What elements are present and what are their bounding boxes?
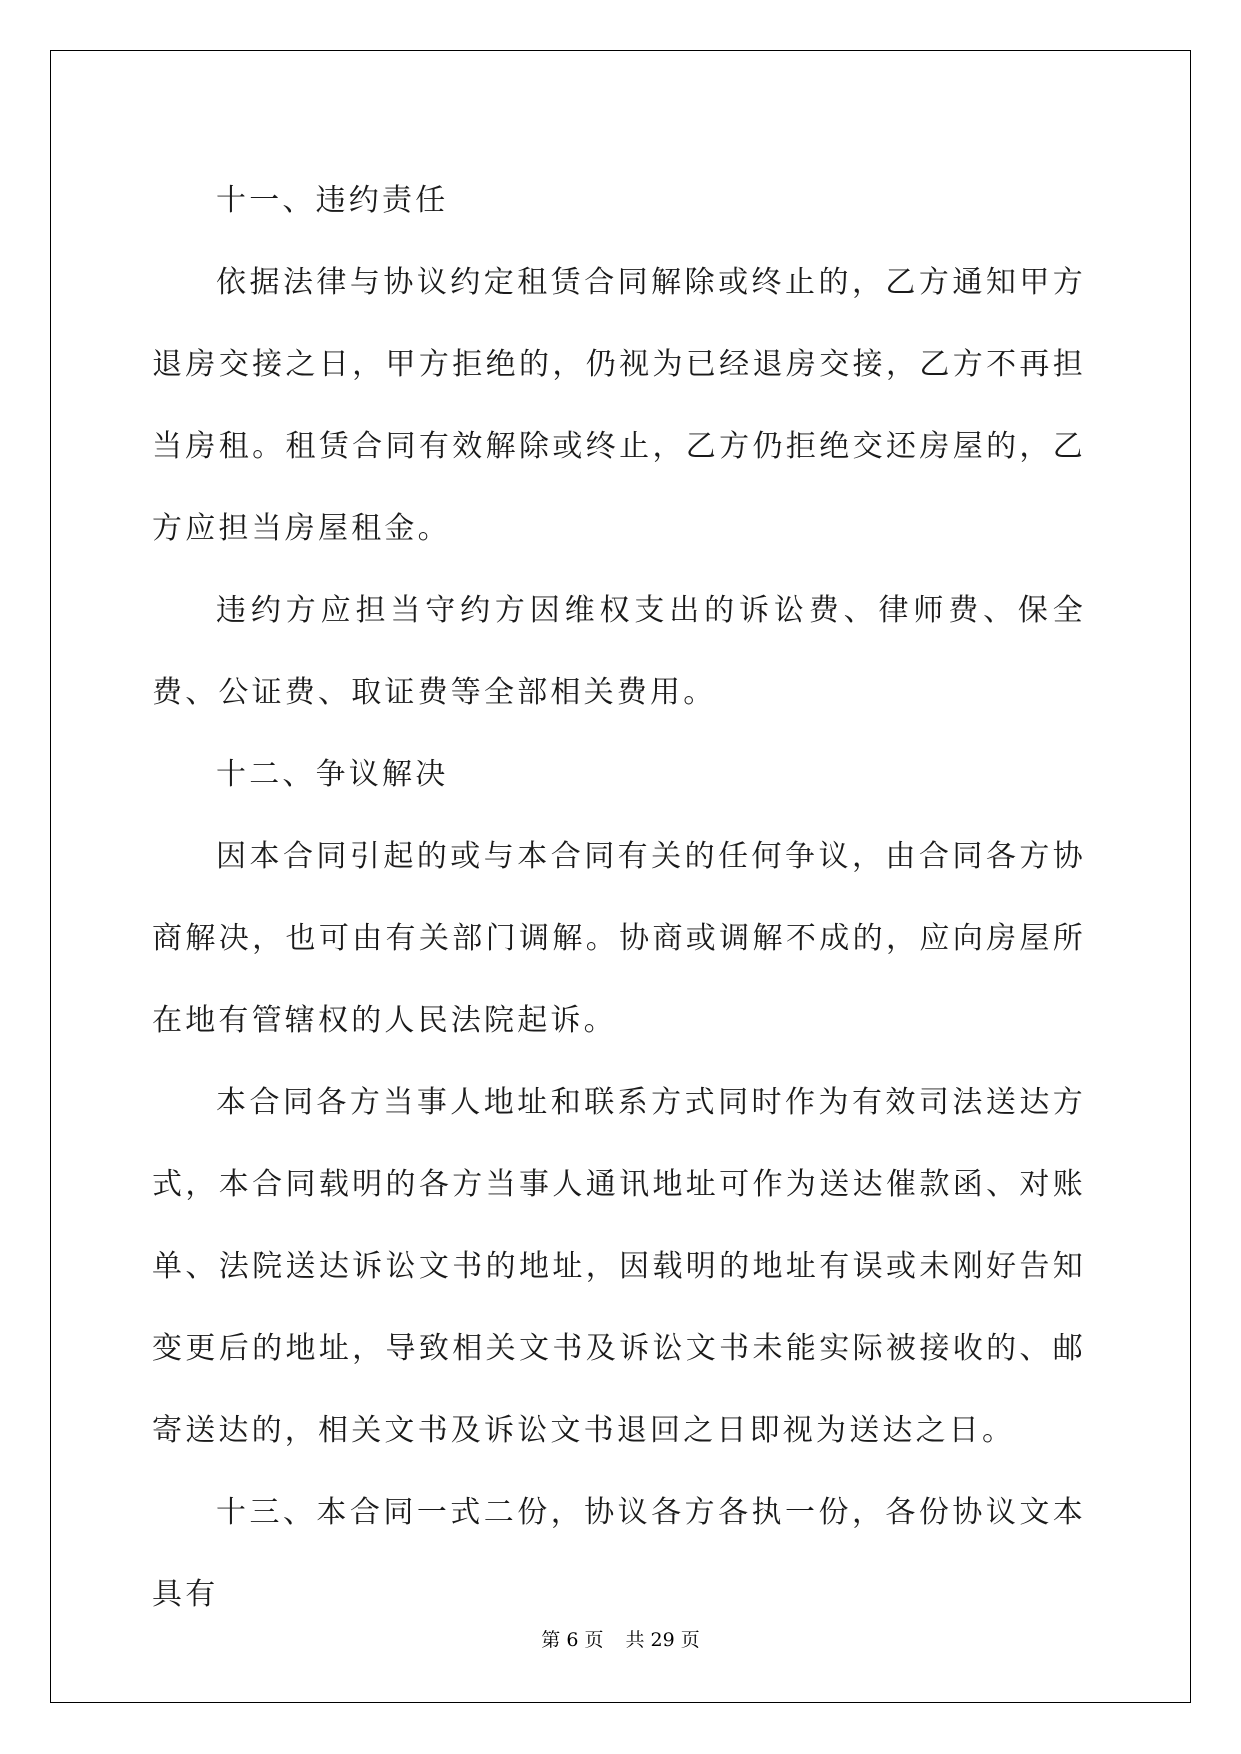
section-heading-breach: 十一、违约责任 <box>216 183 449 218</box>
page-number: 第 6 页 <box>541 1629 604 1651</box>
page-total: 共 29 页 <box>625 1629 700 1651</box>
page-footer <box>0 1625 1241 1652</box>
paragraph-breach-costs: 违约方应担当守约方因维权支出的诉讼费、律师费、保全费、公证费、取证费等全部相关费用。 <box>152 593 1086 710</box>
document-body <box>152 160 1086 1636</box>
paragraph-termination: 依据法律与协议约定租赁合同解除或终止的，乙方通知甲方退房交接之日，甲方拒绝的，仍视为已经退房交接，乙方不再担当房租。租赁合同有效解除或终止，乙方仍拒绝交还房屋的，乙方应担当房屋租金。 <box>152 265 1086 546</box>
paragraph-service-address: 本合同各方当事人地址和联系方式同时作为有效司法送达方式，本合同载明的各方当事人通讯地址可作为送达催款函、对账单、法院送达诉讼文书的地址，因载明的地址有误或未刚好告知变更后的地址，导致相关文书及诉讼文书未能实际被接收的、邮寄送达的，相关文书及诉讼文书退回之日即视为送达之日。 <box>152 1085 1086 1448</box>
section-heading-dispute: 十二、争议解决 <box>216 757 449 792</box>
paragraph-dispute-resolution: 因本合同引起的或与本合同有关的任何争议，由合同各方协商解决，也可由有关部门调解。协商或调解不成的，应向房屋所在地有管辖权的人民法院起诉。 <box>152 839 1086 1038</box>
paragraph-copies: 十三、本合同一式二份，协议各方各执一份，各份协议文本具有 <box>152 1495 1086 1612</box>
